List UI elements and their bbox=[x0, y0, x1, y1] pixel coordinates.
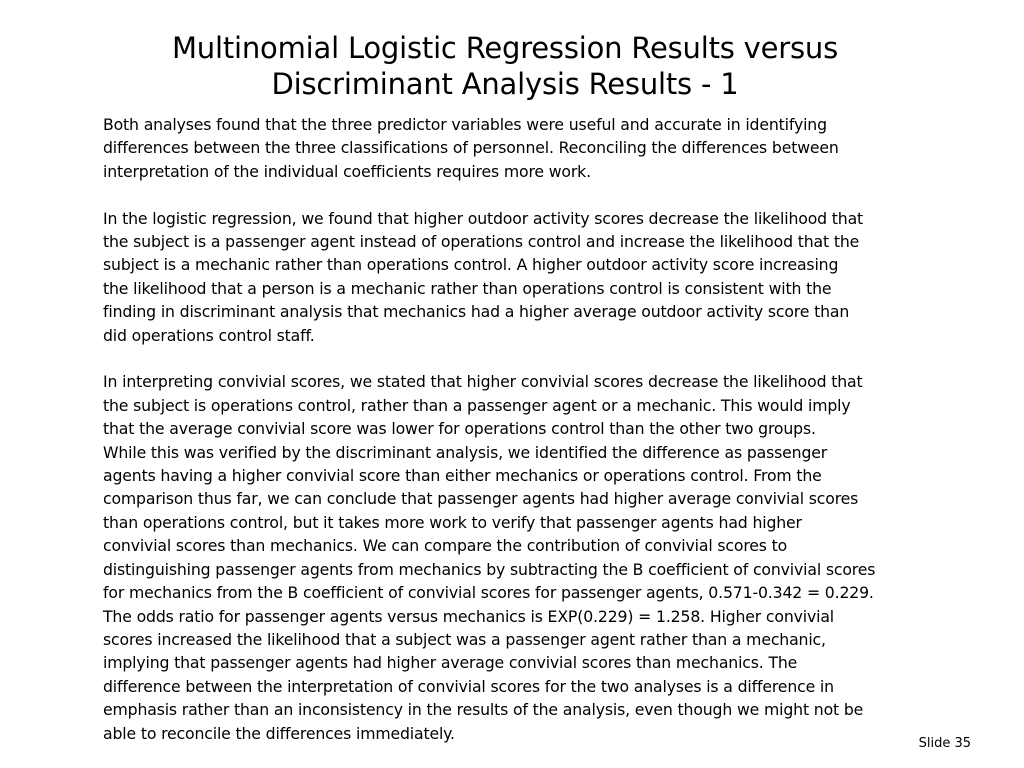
body-line: scores increased the likelihood that a subject was a passenger agent rather than a mechanic, bbox=[103, 629, 826, 649]
body-line: did operations control staff. bbox=[103, 325, 315, 345]
body-line: for mechanics from the B coefficient of convivial scores for passenger agents, 0.571-0.342 = 0.229. bbox=[103, 583, 874, 603]
slide-title-line: Multinomial Logistic Regression Results versus bbox=[171, 31, 838, 65]
slide-title bbox=[100, 30, 910, 102]
slide-number: Slide 35 bbox=[918, 736, 971, 751]
body-line: the likelihood that a person is a mechanic rather than operations control is consistent with the bbox=[103, 278, 832, 298]
body-line: the subject is a passenger agent instead of operations control and increase the likelihood that the bbox=[103, 232, 860, 252]
body-line: than operations control, but it takes more work to verify that passenger agents had higher bbox=[103, 512, 802, 532]
body-line: In the logistic regression, we found that higher outdoor activity scores decrease the likelihood that bbox=[103, 208, 864, 228]
body-line: distinguishing passenger agents from mechanics by subtracting the B coefficient of convivial scores bbox=[103, 559, 876, 579]
paragraph-outdoor-activity bbox=[103, 207, 1003, 347]
body-line: The odds ratio for passenger agents versus mechanics is EXP(0.229) = 1.258. Higher convivial bbox=[103, 606, 834, 626]
body-line: subject is a mechanic rather than operations control. A higher outdoor activity score increasing bbox=[103, 255, 839, 275]
body-line: While this was verified by the discriminant analysis, we identified the difference as passenger bbox=[103, 442, 828, 462]
body-line: differences between the three classifications of personnel. Reconciling the differences between bbox=[103, 138, 839, 158]
slide-body bbox=[103, 113, 1003, 768]
body-line: convivial scores than mechanics. We can compare the contribution of convivial scores to bbox=[103, 536, 788, 556]
body-line: Both analyses found that the three predictor variables were useful and accurate in identifying bbox=[103, 115, 827, 134]
paragraph-convivial-scores bbox=[103, 370, 1003, 745]
body-line: In interpreting convivial scores, we stated that higher convivial scores decrease the likelihood that bbox=[103, 372, 863, 392]
body-line: agents having a higher convivial score than either mechanics or operations control. From the bbox=[103, 466, 822, 486]
paragraph-summary bbox=[103, 113, 1003, 183]
body-line: implying that passenger agents had higher average convivial scores than mechanics. The bbox=[103, 653, 798, 673]
body-line: difference between the interpretation of convivial scores for the two analyses is a difference in bbox=[103, 676, 834, 696]
body-line: able to reconcile the differences immediately. bbox=[103, 723, 455, 743]
body-line: emphasis rather than an inconsistency in the results of the analysis, even though we might not be bbox=[103, 700, 864, 720]
body-line: the subject is operations control, rather than a passenger agent or a mechanic. This would imply bbox=[103, 395, 851, 415]
body-line: comparison thus far, we can conclude that passenger agents had higher average convivial scores bbox=[103, 489, 859, 509]
body-line: that the average convivial score was lower for operations control than the other two groups. bbox=[103, 419, 816, 439]
body-line: interpretation of the individual coefficients requires more work. bbox=[103, 161, 591, 181]
slide-title-line: Discriminant Analysis Results - 1 bbox=[271, 67, 739, 101]
body-line: finding in discriminant analysis that mechanics had a higher average outdoor activity score than bbox=[103, 302, 850, 322]
